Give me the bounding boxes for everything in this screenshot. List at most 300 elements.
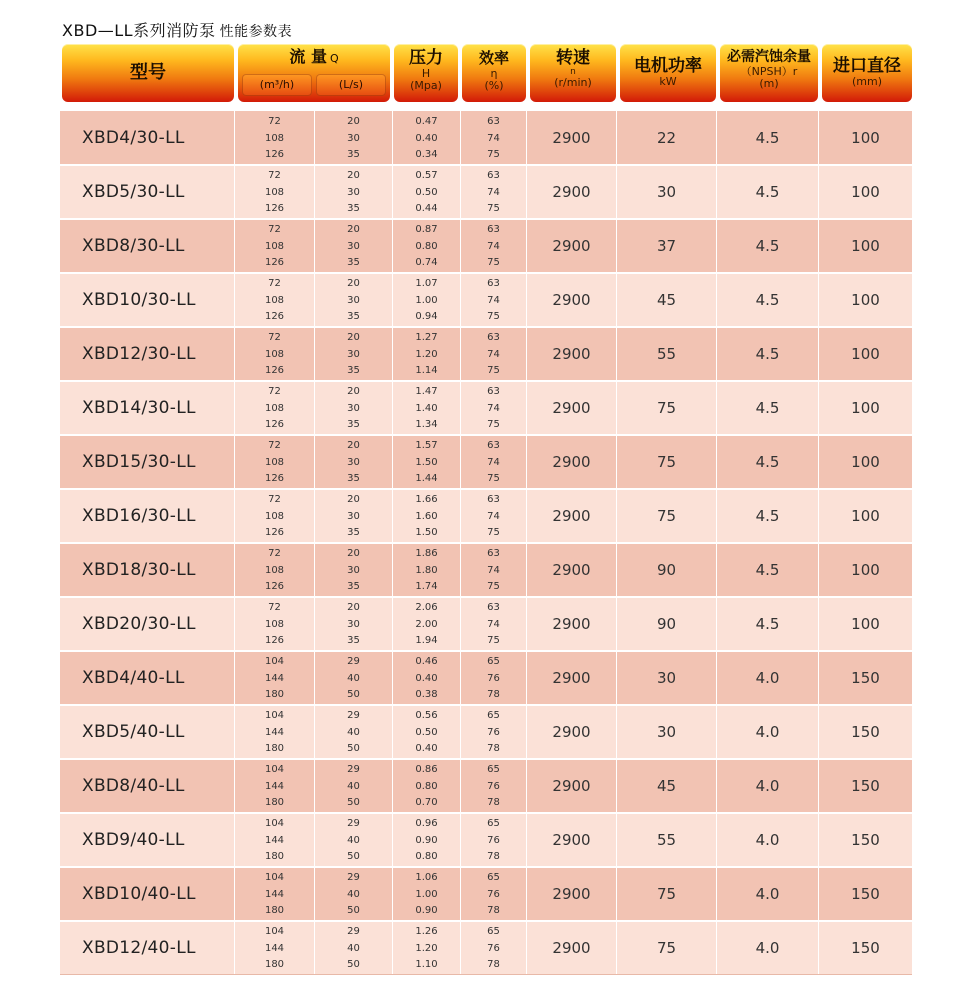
flow-ls-value: 35 (347, 203, 360, 214)
flow-m3h-value: 72 (268, 116, 281, 127)
eff-value: 74 (487, 510, 500, 522)
flow-m3h-value: 180 (264, 905, 285, 916)
eff-value: 76 (487, 780, 500, 792)
table-frame (60, 111, 912, 975)
header-efficiency-unit: (%) (484, 79, 504, 92)
power-cell: 22 (616, 111, 716, 165)
pressure-value: 0.74 (415, 257, 438, 268)
pressure-value: 1.34 (415, 419, 438, 430)
header-speed-label: 转速 (556, 48, 590, 68)
header-efficiency-label: 效率 (478, 49, 509, 67)
header-power-unit: kW (659, 75, 677, 88)
model-cell: XBD12/30-LL (82, 344, 196, 364)
flow-ls-value: 30 (347, 618, 360, 630)
flow-m3h-value: 72 (268, 602, 281, 613)
flow-ls-value: 20 (347, 278, 360, 289)
flow-ls-value: 29 (347, 872, 360, 883)
model-cell: XBD5/40-LL (82, 722, 185, 742)
eff-value: 78 (487, 743, 500, 754)
pressure-value: 0.90 (415, 905, 438, 916)
flow-ls-value: 35 (347, 527, 360, 538)
npsh-cell: 4.5 (716, 435, 818, 489)
flow-ls-value: 40 (347, 942, 360, 954)
speed-cell: 2900 (526, 489, 616, 543)
header-flow-unit-m3h: (m³/h) (242, 74, 312, 96)
flow-ls-value: 30 (347, 240, 360, 252)
flow-m3h-value: 126 (264, 581, 285, 592)
header-flow-label: 流 量 (289, 47, 327, 66)
model-cell: XBD20/30-LL (82, 614, 196, 634)
flow-ls-value: 35 (347, 149, 360, 160)
flow-m3h-value: 126 (264, 527, 285, 538)
speed-cell: 2900 (526, 813, 616, 867)
flow-ls-value: 35 (347, 635, 360, 646)
flow-m3h-value: 144 (264, 834, 285, 846)
flow-ls-value: 35 (347, 257, 360, 268)
model-cell: XBD5/30-LL (82, 182, 185, 202)
eff-value: 65 (487, 872, 500, 883)
flow-ls-value: 35 (347, 581, 360, 592)
inlet-cell: 150 (818, 651, 912, 705)
pressure-value: 1.80 (415, 564, 438, 576)
header-pressure-symbol: H (421, 67, 431, 80)
eff-value: 63 (487, 224, 500, 235)
flow-m3h-value: 72 (268, 170, 281, 181)
flow-m3h-value: 108 (264, 348, 285, 360)
flow-ls-value: 30 (347, 564, 360, 576)
model-cell: XBD10/40-LL (82, 884, 196, 904)
pressure-value: 0.50 (415, 726, 438, 738)
power-cell: 30 (616, 651, 716, 705)
flow-ls-value: 50 (347, 689, 360, 700)
header-flow (238, 44, 390, 102)
header-inlet-label: 进口直径 (833, 56, 901, 76)
flow-m3h-value: 104 (264, 656, 285, 667)
flow-ls-value: 40 (347, 834, 360, 846)
model-cell: XBD9/40-LL (82, 830, 185, 850)
pressure-value: 0.70 (415, 797, 438, 808)
flow-ls-value: 29 (347, 926, 360, 937)
flow-ls-value: 20 (347, 548, 360, 559)
pressure-value: 0.80 (415, 780, 438, 792)
header-flow-title (238, 44, 390, 72)
eff-value: 75 (487, 311, 500, 322)
pressure-value: 1.20 (415, 348, 438, 360)
speed-cell: 2900 (526, 597, 616, 651)
power-cell: 55 (616, 327, 716, 381)
flow-m3h-value: 72 (268, 386, 281, 397)
flow-ls-value: 20 (347, 386, 360, 397)
header-efficiency (462, 44, 526, 102)
inlet-cell: 100 (818, 597, 912, 651)
pressure-value: 1.74 (415, 581, 438, 592)
model-cell: XBD8/30-LL (82, 236, 185, 256)
pressure-value: 0.40 (415, 743, 438, 754)
flow-ls-value: 50 (347, 743, 360, 754)
pressure-value: 1.20 (415, 942, 438, 954)
header-npsh-unit: (m) (759, 77, 779, 90)
flow-ls-value: 29 (347, 710, 360, 721)
flow-m3h-value: 72 (268, 332, 281, 343)
pressure-value: 1.50 (415, 456, 438, 468)
flow-m3h-value: 72 (268, 224, 281, 235)
header-pressure (394, 44, 458, 102)
power-cell: 75 (616, 921, 716, 975)
power-cell: 75 (616, 489, 716, 543)
header-speed-unit: (r/min) (554, 76, 592, 89)
flow-m3h-value: 104 (264, 818, 285, 829)
header-flow-symbol: Q (329, 52, 339, 65)
speed-cell: 2900 (526, 165, 616, 219)
flow-m3h-value: 108 (264, 132, 285, 144)
flow-ls-value: 20 (347, 494, 360, 505)
eff-value: 75 (487, 581, 500, 592)
flow-m3h-value: 126 (264, 635, 285, 646)
power-cell: 30 (616, 165, 716, 219)
eff-value: 74 (487, 456, 500, 468)
title-sub: 性能参数表 (219, 24, 293, 40)
flow-m3h-value: 180 (264, 851, 285, 862)
eff-value: 76 (487, 834, 500, 846)
inlet-cell: 150 (818, 867, 912, 921)
eff-value: 63 (487, 170, 500, 181)
pressure-value: 1.00 (415, 294, 438, 306)
pressure-value: 1.50 (415, 527, 438, 538)
header-inlet (822, 44, 912, 102)
inlet-cell: 150 (818, 813, 912, 867)
pressure-value: 1.44 (415, 473, 438, 484)
pressure-value: 0.46 (415, 656, 438, 667)
flow-m3h-value: 104 (264, 926, 285, 937)
flow-ls-value: 35 (347, 419, 360, 430)
pressure-value: 1.07 (415, 278, 438, 289)
npsh-cell: 4.5 (716, 111, 818, 165)
flow-m3h-value: 126 (264, 419, 285, 430)
flow-ls-value: 20 (347, 224, 360, 235)
eff-value: 63 (487, 548, 500, 559)
speed-cell: 2900 (526, 273, 616, 327)
flow-ls-value: 35 (347, 473, 360, 484)
header-model-label: 型号 (130, 62, 166, 83)
flow-m3h-value: 104 (264, 764, 285, 775)
npsh-cell: 4.5 (716, 489, 818, 543)
eff-value: 65 (487, 710, 500, 721)
pressure-value: 1.60 (415, 510, 438, 522)
inlet-cell: 100 (818, 165, 912, 219)
pressure-value: 1.10 (415, 959, 438, 970)
flow-ls-value: 20 (347, 116, 360, 127)
flow-m3h-value: 108 (264, 240, 285, 252)
pressure-value: 0.40 (415, 672, 438, 684)
npsh-cell: 4.0 (716, 759, 818, 813)
pressure-value: 1.66 (415, 494, 438, 505)
flow-ls-value: 35 (347, 365, 360, 376)
pressure-value: 1.26 (415, 926, 438, 937)
flow-ls-value: 40 (347, 726, 360, 738)
speed-cell: 2900 (526, 111, 616, 165)
pressure-value: 1.47 (415, 386, 438, 397)
header-model (62, 44, 234, 102)
flow-m3h-value: 104 (264, 872, 285, 883)
flow-m3h-value: 126 (264, 149, 285, 160)
npsh-cell: 4.5 (716, 165, 818, 219)
header-inlet-unit: (mm) (851, 75, 882, 88)
inlet-cell: 100 (818, 381, 912, 435)
power-cell: 75 (616, 381, 716, 435)
pressure-value: 0.57 (415, 170, 438, 181)
model-cell: XBD4/30-LL (82, 128, 185, 148)
flow-ls-value: 20 (347, 332, 360, 343)
header-flow-unit-ls: (L/s) (316, 74, 386, 96)
speed-cell: 2900 (526, 435, 616, 489)
pressure-value: 1.06 (415, 872, 438, 883)
eff-value: 75 (487, 473, 500, 484)
eff-value: 76 (487, 888, 500, 900)
eff-value: 74 (487, 564, 500, 576)
power-cell: 90 (616, 597, 716, 651)
flow-m3h-value: 108 (264, 456, 285, 468)
power-cell: 45 (616, 759, 716, 813)
npsh-cell: 4.5 (716, 273, 818, 327)
eff-value: 65 (487, 656, 500, 667)
power-cell: 75 (616, 435, 716, 489)
pressure-value: 0.44 (415, 203, 438, 214)
inlet-cell: 100 (818, 327, 912, 381)
npsh-cell: 4.5 (716, 597, 818, 651)
eff-value: 74 (487, 348, 500, 360)
speed-cell: 2900 (526, 543, 616, 597)
flow-m3h-value: 72 (268, 494, 281, 505)
flow-ls-value: 40 (347, 888, 360, 900)
speed-cell: 2900 (526, 921, 616, 975)
eff-value: 63 (487, 440, 500, 451)
pressure-value: 0.34 (415, 149, 438, 160)
flow-ls-value: 29 (347, 818, 360, 829)
pressure-value: 0.40 (415, 132, 438, 144)
npsh-cell: 4.5 (716, 219, 818, 273)
speed-cell: 2900 (526, 867, 616, 921)
flow-m3h-value: 180 (264, 689, 285, 700)
model-cell: XBD14/30-LL (82, 398, 196, 418)
pressure-value: 0.90 (415, 834, 438, 846)
header-npsh (720, 44, 818, 102)
flow-m3h-value: 72 (268, 548, 281, 559)
pressure-value: 1.00 (415, 888, 438, 900)
speed-cell: 2900 (526, 759, 616, 813)
eff-value: 74 (487, 132, 500, 144)
inlet-cell: 100 (818, 219, 912, 273)
eff-value: 75 (487, 527, 500, 538)
npsh-cell: 4.5 (716, 381, 818, 435)
flow-m3h-value: 126 (264, 311, 285, 322)
flow-ls-value: 50 (347, 905, 360, 916)
pressure-value: 0.86 (415, 764, 438, 775)
header-speed (530, 44, 616, 102)
inlet-cell: 100 (818, 489, 912, 543)
flow-m3h-value: 108 (264, 186, 285, 198)
pressure-value: 0.96 (415, 818, 438, 829)
eff-value: 76 (487, 672, 500, 684)
eff-value: 75 (487, 203, 500, 214)
npsh-cell: 4.5 (716, 543, 818, 597)
speed-cell: 2900 (526, 651, 616, 705)
flow-ls-value: 50 (347, 851, 360, 862)
model-cell: XBD10/30-LL (82, 290, 196, 310)
eff-value: 75 (487, 635, 500, 646)
flow-m3h-value: 72 (268, 278, 281, 289)
power-cell: 55 (616, 813, 716, 867)
eff-value: 78 (487, 797, 500, 808)
speed-cell: 2900 (526, 219, 616, 273)
title-main: XBD—LL系列消防泵 (62, 21, 216, 40)
page-title (62, 18, 292, 41)
flow-m3h-value: 126 (264, 203, 285, 214)
header-flow-units (242, 74, 386, 96)
flow-m3h-value: 108 (264, 618, 285, 630)
model-cell: XBD16/30-LL (82, 506, 196, 526)
eff-value: 78 (487, 959, 500, 970)
flow-ls-value: 29 (347, 656, 360, 667)
flow-m3h-value: 144 (264, 726, 285, 738)
flow-m3h-value: 144 (264, 780, 285, 792)
flow-ls-value: 30 (347, 348, 360, 360)
flow-m3h-value: 108 (264, 564, 285, 576)
flow-m3h-value: 126 (264, 257, 285, 268)
header-npsh-label: 必需汽蚀余量 (727, 49, 811, 65)
npsh-cell: 4.0 (716, 921, 818, 975)
power-cell: 37 (616, 219, 716, 273)
pressure-value: 0.50 (415, 186, 438, 198)
eff-value: 63 (487, 116, 500, 127)
flow-ls-value: 30 (347, 456, 360, 468)
flow-m3h-value: 144 (264, 888, 285, 900)
flow-ls-value: 30 (347, 132, 360, 144)
header-pressure-unit: (Mpa) (410, 79, 442, 92)
flow-m3h-value: 108 (264, 402, 285, 414)
eff-value: 78 (487, 851, 500, 862)
eff-value: 63 (487, 386, 500, 397)
eff-value: 74 (487, 402, 500, 414)
inlet-cell: 100 (818, 435, 912, 489)
flow-ls-value: 50 (347, 959, 360, 970)
pressure-value: 1.14 (415, 365, 438, 376)
pressure-value: 0.47 (415, 116, 438, 127)
eff-value: 63 (487, 332, 500, 343)
flow-m3h-value: 180 (264, 959, 285, 970)
flow-ls-value: 29 (347, 764, 360, 775)
eff-value: 65 (487, 764, 500, 775)
flow-m3h-value: 108 (264, 510, 285, 522)
pressure-value: 2.00 (415, 618, 438, 630)
header-pressure-label: 压力 (409, 48, 443, 68)
model-cell: XBD8/40-LL (82, 776, 185, 796)
pressure-value: 0.87 (415, 224, 438, 235)
inlet-cell: 150 (818, 759, 912, 813)
power-cell: 45 (616, 273, 716, 327)
inlet-cell: 150 (818, 705, 912, 759)
pressure-value: 0.94 (415, 311, 438, 322)
eff-value: 63 (487, 494, 500, 505)
power-cell: 75 (616, 867, 716, 921)
flow-m3h-value: 144 (264, 672, 285, 684)
npsh-cell: 4.0 (716, 705, 818, 759)
npsh-cell: 4.0 (716, 813, 818, 867)
eff-value: 65 (487, 818, 500, 829)
flow-m3h-value: 180 (264, 743, 285, 754)
inlet-cell: 100 (818, 273, 912, 327)
eff-value: 78 (487, 689, 500, 700)
flow-ls-value: 20 (347, 602, 360, 613)
pressure-value: 1.40 (415, 402, 438, 414)
pressure-value: 0.80 (415, 851, 438, 862)
flow-m3h-value: 126 (264, 365, 285, 376)
header-power-label: 电机功率 (634, 56, 702, 76)
header-efficiency-symbol: η (490, 67, 498, 80)
pressure-value: 0.56 (415, 710, 438, 721)
flow-m3h-value: 72 (268, 440, 281, 451)
flow-ls-value: 30 (347, 402, 360, 414)
eff-value: 75 (487, 419, 500, 430)
eff-value: 74 (487, 618, 500, 630)
model-cell: XBD15/30-LL (82, 452, 196, 472)
pressure-value: 1.86 (415, 548, 438, 559)
eff-value: 76 (487, 726, 500, 738)
flow-ls-value: 30 (347, 186, 360, 198)
npsh-cell: 4.0 (716, 867, 818, 921)
pressure-value: 1.27 (415, 332, 438, 343)
flow-ls-value: 50 (347, 797, 360, 808)
model-cell: XBD18/30-LL (82, 560, 196, 580)
flow-ls-value: 20 (347, 170, 360, 181)
flow-m3h-value: 104 (264, 710, 285, 721)
flow-m3h-value: 180 (264, 797, 285, 808)
eff-value: 75 (487, 149, 500, 160)
flow-ls-value: 40 (347, 780, 360, 792)
power-cell: 90 (616, 543, 716, 597)
eff-value: 78 (487, 905, 500, 916)
speed-cell: 2900 (526, 705, 616, 759)
eff-value: 74 (487, 240, 500, 252)
model-cell: XBD4/40-LL (82, 668, 185, 688)
eff-value: 65 (487, 926, 500, 937)
eff-value: 63 (487, 602, 500, 613)
flow-m3h-value: 126 (264, 473, 285, 484)
eff-value: 75 (487, 257, 500, 268)
pressure-value: 1.94 (415, 635, 438, 646)
pressure-value: 0.38 (415, 689, 438, 700)
header-npsh-symbol: （NPSH）r (740, 65, 798, 78)
model-cell: XBD12/40-LL (82, 938, 196, 958)
header-speed-symbol: n (570, 67, 576, 77)
flow-ls-value: 35 (347, 311, 360, 322)
eff-value: 63 (487, 278, 500, 289)
eff-value: 75 (487, 365, 500, 376)
pressure-value: 0.80 (415, 240, 438, 252)
flow-m3h-value: 108 (264, 294, 285, 306)
npsh-cell: 4.5 (716, 327, 818, 381)
eff-value: 74 (487, 294, 500, 306)
inlet-cell: 150 (818, 921, 912, 975)
speed-cell: 2900 (526, 327, 616, 381)
eff-value: 76 (487, 942, 500, 954)
npsh-cell: 4.0 (716, 651, 818, 705)
inlet-cell: 100 (818, 111, 912, 165)
inlet-cell: 100 (818, 543, 912, 597)
flow-ls-value: 30 (347, 294, 360, 306)
speed-cell: 2900 (526, 381, 616, 435)
flow-ls-value: 30 (347, 510, 360, 522)
eff-value: 74 (487, 186, 500, 198)
